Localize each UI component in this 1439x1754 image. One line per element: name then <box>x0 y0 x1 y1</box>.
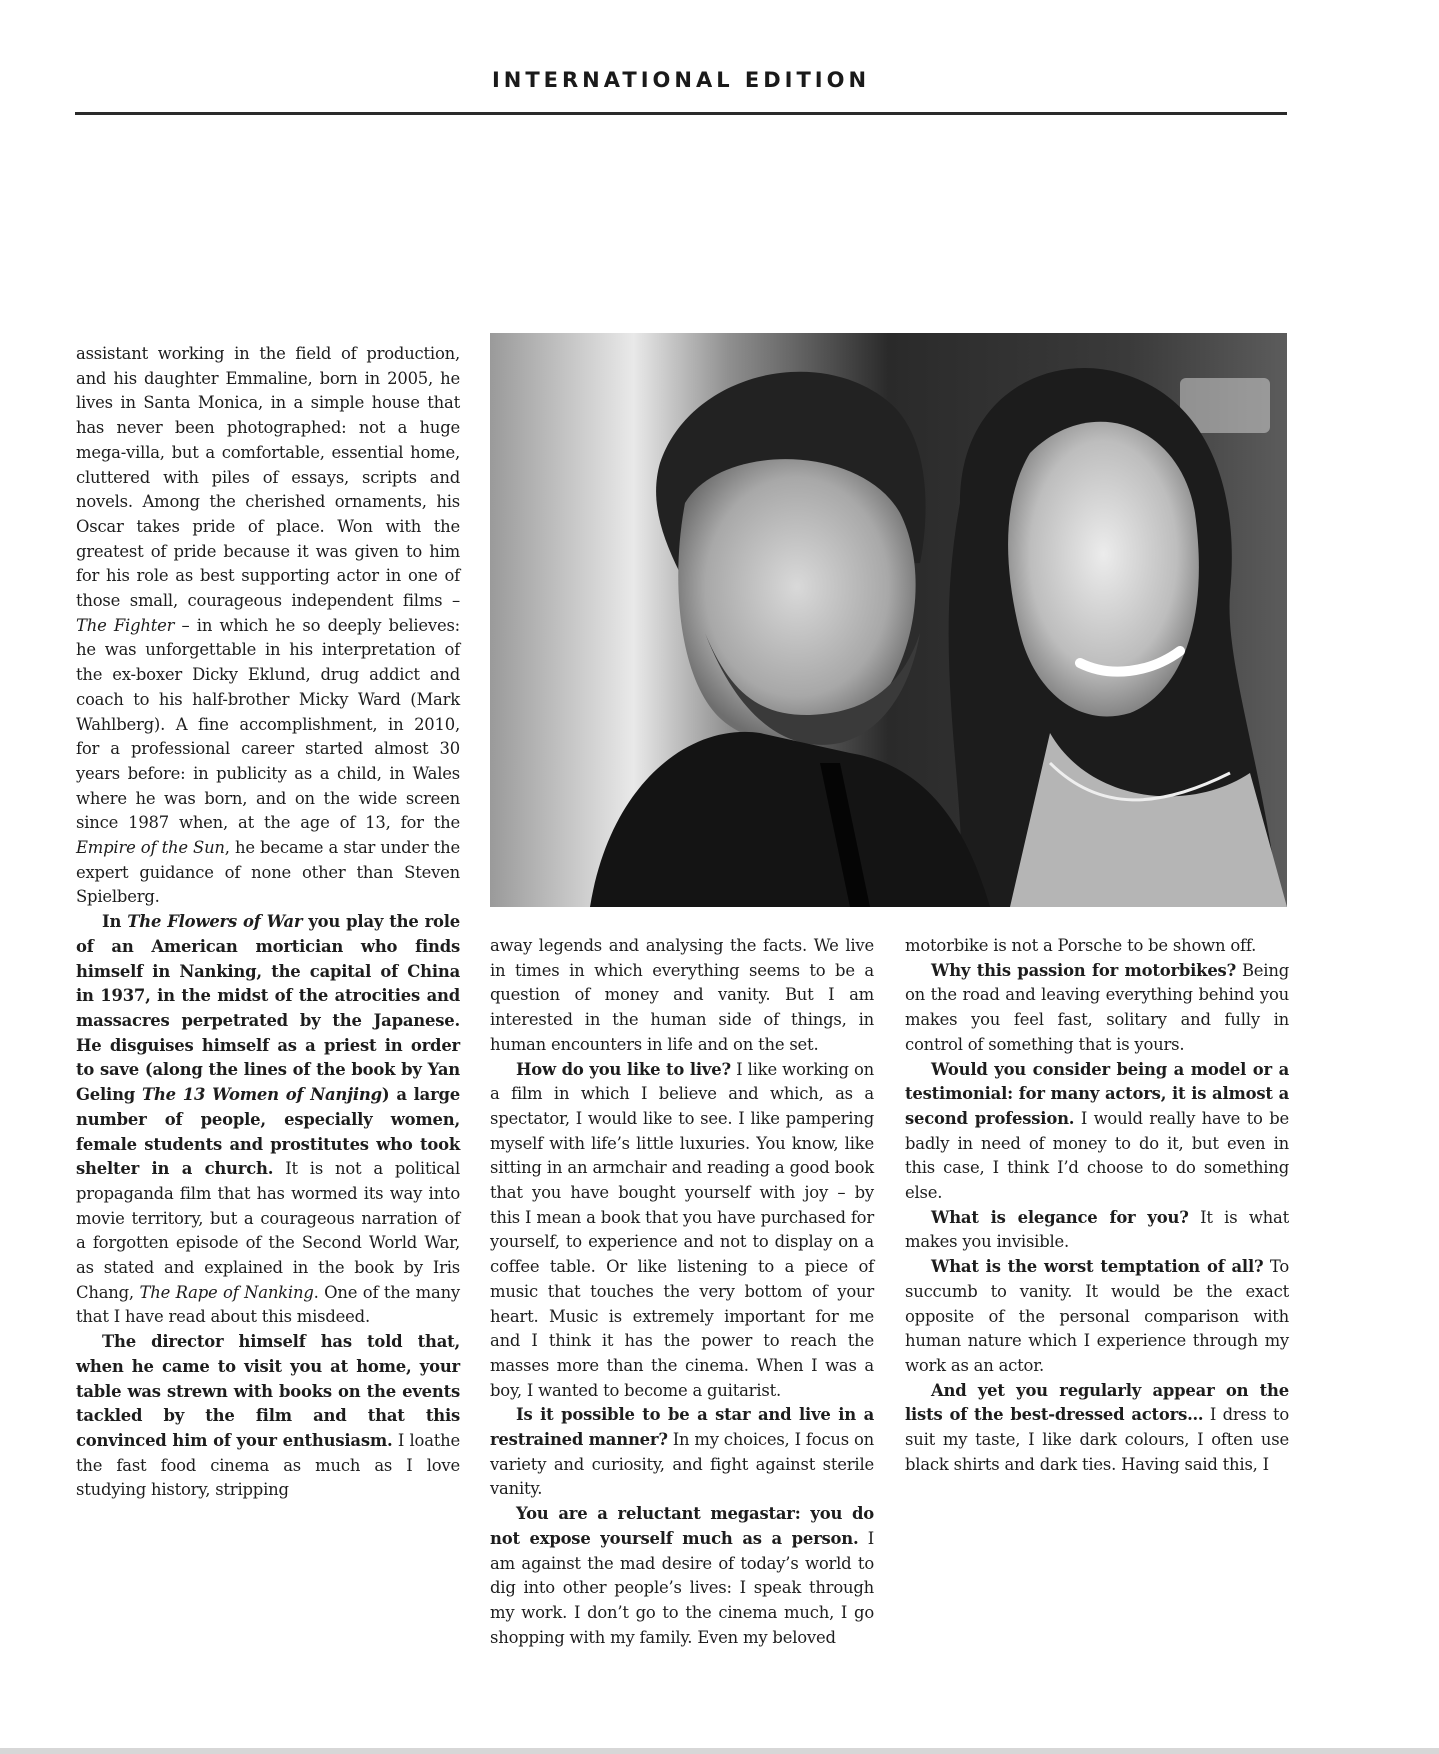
interview-question: Why this passion for motorbikes? Being on the road and leaving everything behind you makes you feel fast, solitary and fully in control of something that is yours. <box>905 960 1289 1054</box>
article-column-1 <box>76 342 460 1503</box>
interview-question: The director himself has told that, when he came to visit you at home, your table was strewn with books on the events tackled by the film and that this convinced him of your enthusiasm. I loathe the fast food cinema as much as I love studying history, stripping <box>76 1332 461 1500</box>
header-rule <box>75 112 1287 115</box>
paragraph: motorbike is not a Porsche to be shown off. <box>905 936 1257 955</box>
interview-question: Would you consider being a model or a testimonial: for many actors, it is almost a second profession. I would really have to be badly in need of money to do it, but even in this case, I think I’d choose to do something else. <box>905 1059 1289 1203</box>
paragraph: away legends and analysing the facts. We live in times in which everything seems to be a question of money and vanity. But I am interested in the human side of things, in human encounters in life and on the set. <box>490 936 874 1054</box>
page-bottom-edge <box>0 1748 1439 1754</box>
interview-question: What is elegance for you? It is what makes you invisible. <box>905 1207 1289 1252</box>
interview-question: You are a reluctant megastar: you do not expose yourself much as a person. I am against the mad desire of today’s world to dig into other people’s lives: I speak through my work. I don’t go to the cinema much, I go shopping with my family. Even my beloved <box>490 1504 874 1647</box>
article-column-3 <box>905 934 1289 1477</box>
section-header: INTERNATIONAL EDITION <box>491 68 871 92</box>
portrait-photo-icon <box>490 333 1287 907</box>
article-column-2 <box>490 934 874 1650</box>
interview-question: And yet you regularly appear on the lists of the best-dressed actors… I dress to suit my taste, I like dark colours, I often use black shirts and dark ties. Having said this, I <box>905 1380 1289 1474</box>
interview-question: What is the worst temptation of all? To succumb to vanity. It would be the exact opposite of the personal comparison with human nature which I experience through my work as an actor. <box>905 1257 1290 1375</box>
interview-question: How do you like to live? I like working on a film in which I believe and which, as a spectator, I would like to see. I like pampering myself with life’s little luxuries. You know, like sitting in an armchair and reading a good book that you have bought yourself with joy – by this I mean a book that you have purchased for yourself, to experience and not to display on a coffee table. Or like listening to a piece of music that touches the very bottom of your heart. Music is extremely important for me and I think it has the power to reach the masses more than the cinema. When I was a boy, I wanted to become a guitarist. <box>490 1059 874 1400</box>
portrait-photo <box>490 333 1287 907</box>
paragraph: assistant working in the field of production, and his daughter Emmaline, born in 2005, he lives in Santa Monica, in a simple house that has never been photographed: not a huge mega-villa, but a comfortable, essential home, cluttered with piles of essays, scripts and novels. Among the cherished ornaments, his Oscar takes pride of place. Won with the greatest of pride because it was given to him for his role as best supporting actor in one of those small, courageous independent films – The Fighter – in which he so deeply believes: he was unforgettable in his interpretation of the ex-boxer Dicky Eklund, drug addict and coach to his half-brother Micky Ward (Mark Wahlberg). A fine accomplishment, in 2010, for a professional career started almost 30 years before: in publicity as a child, in Wales where he was born, and on the wide screen since 1987 when, at the age of 13, for the Empire of the Sun, he became a star under the expert guidance of none other than Steven Spielberg. <box>76 344 460 907</box>
interview-question: In The Flowers of War you play the role of an American mortician who finds himself in Nanking, the capital of China in 1937, in the midst of the atrocities and massacres perpetrated by the Japanese. He disguises himself as a priest in order to save (along the lines of the book by Yan Geling The 13 Women of Nanjing) a large number of people, especially women, female students and prostitutes who took shelter in a church. It is not a political propaganda film that has wormed its way into movie territory, but a courageous narration of a forgotten episode of the Second World War, as stated and explained in the book by Iris Chang, The Rape of Nanking. One of the many that I have read about this misdeed. <box>76 912 461 1327</box>
interview-question: Is it possible to be a star and live in a restrained manner? In my choices, I focus on variety and curiosity, and fight against sterile vanity. <box>490 1405 874 1499</box>
